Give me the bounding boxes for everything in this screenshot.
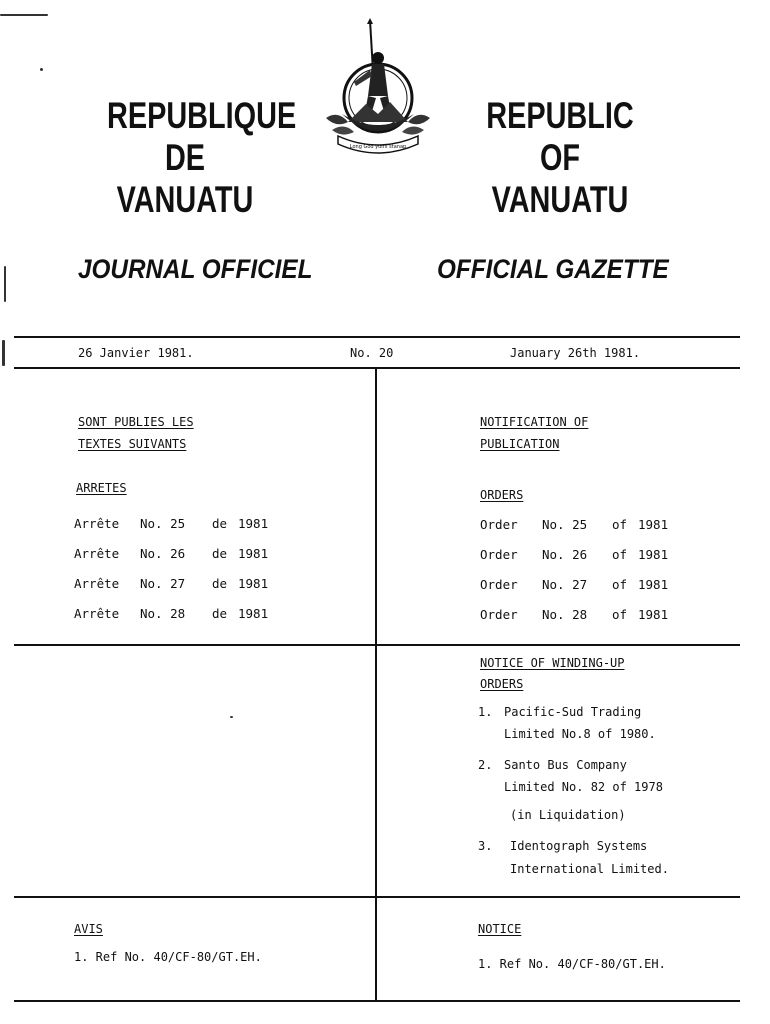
english-title-line-2: OF [539, 137, 581, 178]
order-year: 1981 [638, 517, 669, 532]
avis-heading: AVIS [74, 922, 103, 936]
winding-up-entry-1-line-2: Limited No.8 of 1980. [504, 727, 656, 741]
arrete-word: Arrête [74, 546, 120, 561]
english-title-line-1: REPUBLIC [486, 95, 634, 136]
order-word: Order [480, 607, 518, 622]
order-item-1 [480, 517, 668, 532]
french-title-line-2: DE [164, 137, 206, 178]
winding-up-entry-3-line-2: International Limited. [510, 862, 669, 876]
bottom-rule [14, 1000, 740, 1002]
arrete-year: 1981 [238, 546, 269, 561]
arretes-heading: ARRETES [76, 481, 127, 495]
order-conj: of [612, 607, 628, 622]
winding-up-entry-2-line-2: Limited No. 82 of 1978 [504, 780, 663, 794]
french-heading-line-1: SONT PUBLIES LES [78, 415, 194, 429]
english-heading-line-1: NOTIFICATION OF [480, 415, 589, 429]
lower-rule [14, 896, 740, 898]
scan-speck [40, 68, 43, 71]
arrete-word: Arrête [74, 576, 120, 591]
arrete-conj: de [212, 606, 228, 621]
order-word: Order [480, 547, 518, 562]
french-title [85, 95, 297, 221]
column-divider [375, 368, 377, 1000]
order-word: Order [480, 577, 518, 592]
notice-heading: NOTICE [478, 922, 522, 936]
winding-up-entry-3-line-1: Identograph Systems [510, 839, 648, 853]
arrete-year: 1981 [238, 516, 269, 531]
scan-speck [2, 340, 5, 366]
scan-speck [4, 266, 6, 302]
emblem-motto: Long God yumi stanap [349, 144, 407, 150]
winding-up-entry-3-number: 3. [478, 839, 493, 853]
official-gazette-subtitle: OFFICIAL GAZETTE [437, 254, 669, 284]
order-conj: of [612, 517, 628, 532]
top-rule [14, 336, 740, 338]
order-conj: of [612, 547, 628, 562]
arrete-conj: de [212, 576, 228, 591]
issue-number: No. 20 [350, 346, 394, 360]
scan-speck [0, 14, 48, 16]
winding-up-entry-1-number: 1. [478, 705, 493, 719]
order-number: No. 25 [542, 517, 588, 532]
english-title-line-3: VANUATU [491, 179, 629, 220]
order-number: No. 27 [542, 577, 588, 592]
order-item-4 [480, 607, 668, 622]
order-year: 1981 [638, 577, 669, 592]
arrete-year: 1981 [238, 606, 269, 621]
arrete-number: No. 27 [140, 576, 186, 591]
arrete-item-1 [74, 516, 268, 531]
notice-reference: 1. Ref No. 40/CF-80/GT.EH. [478, 957, 666, 971]
winding-up-entry-2-line-1: Santo Bus Company [504, 758, 627, 772]
scan-speck [230, 716, 233, 718]
arrete-year: 1981 [238, 576, 269, 591]
order-word: Order [480, 517, 518, 532]
arrete-number: No. 28 [140, 606, 186, 621]
dateline-rule [14, 367, 740, 369]
order-year: 1981 [638, 547, 669, 562]
arrete-item-4 [74, 606, 268, 621]
arrete-conj: de [212, 516, 228, 531]
vanuatu-coat-of-arms-icon [318, 18, 438, 158]
order-item-2 [480, 547, 668, 562]
order-year: 1981 [638, 607, 669, 622]
arrete-word: Arrête [74, 606, 120, 621]
order-number: No. 26 [542, 547, 588, 562]
arrete-item-2 [74, 546, 268, 561]
french-date: 26 Janvier 1981. [78, 346, 194, 360]
middle-rule [14, 644, 740, 646]
winding-up-entry-2-line-3: (in Liquidation) [510, 808, 626, 822]
english-date: January 26th 1981. [510, 346, 641, 360]
winding-up-entry-1-line-1: Pacific-Sud Trading [504, 705, 642, 719]
arrete-word: Arrête [74, 516, 120, 531]
avis-reference: 1. Ref No. 40/CF-80/GT.EH. [74, 950, 262, 964]
arrete-item-3 [74, 576, 268, 591]
winding-up-heading-line-2: ORDERS [480, 677, 524, 691]
order-conj: of [612, 577, 628, 592]
arrete-conj: de [212, 546, 228, 561]
journal-officiel-subtitle: JOURNAL OFFICIEL [78, 254, 313, 284]
english-heading-line-2: PUBLICATION [480, 437, 560, 451]
order-item-3 [480, 577, 668, 592]
winding-up-entry-2-number: 2. [478, 758, 493, 772]
orders-heading: ORDERS [480, 488, 524, 502]
arrete-number: No. 26 [140, 546, 186, 561]
french-heading-line-2: TEXTES SUIVANTS [78, 437, 187, 451]
arrete-number: No. 25 [140, 516, 186, 531]
french-title-line-1: REPUBLIQUE [107, 95, 297, 136]
english-title [460, 95, 660, 221]
order-number: No. 28 [542, 607, 588, 622]
winding-up-heading-line-1: NOTICE OF WINDING-UP [480, 656, 625, 670]
french-title-line-3: VANUATU [116, 179, 254, 220]
